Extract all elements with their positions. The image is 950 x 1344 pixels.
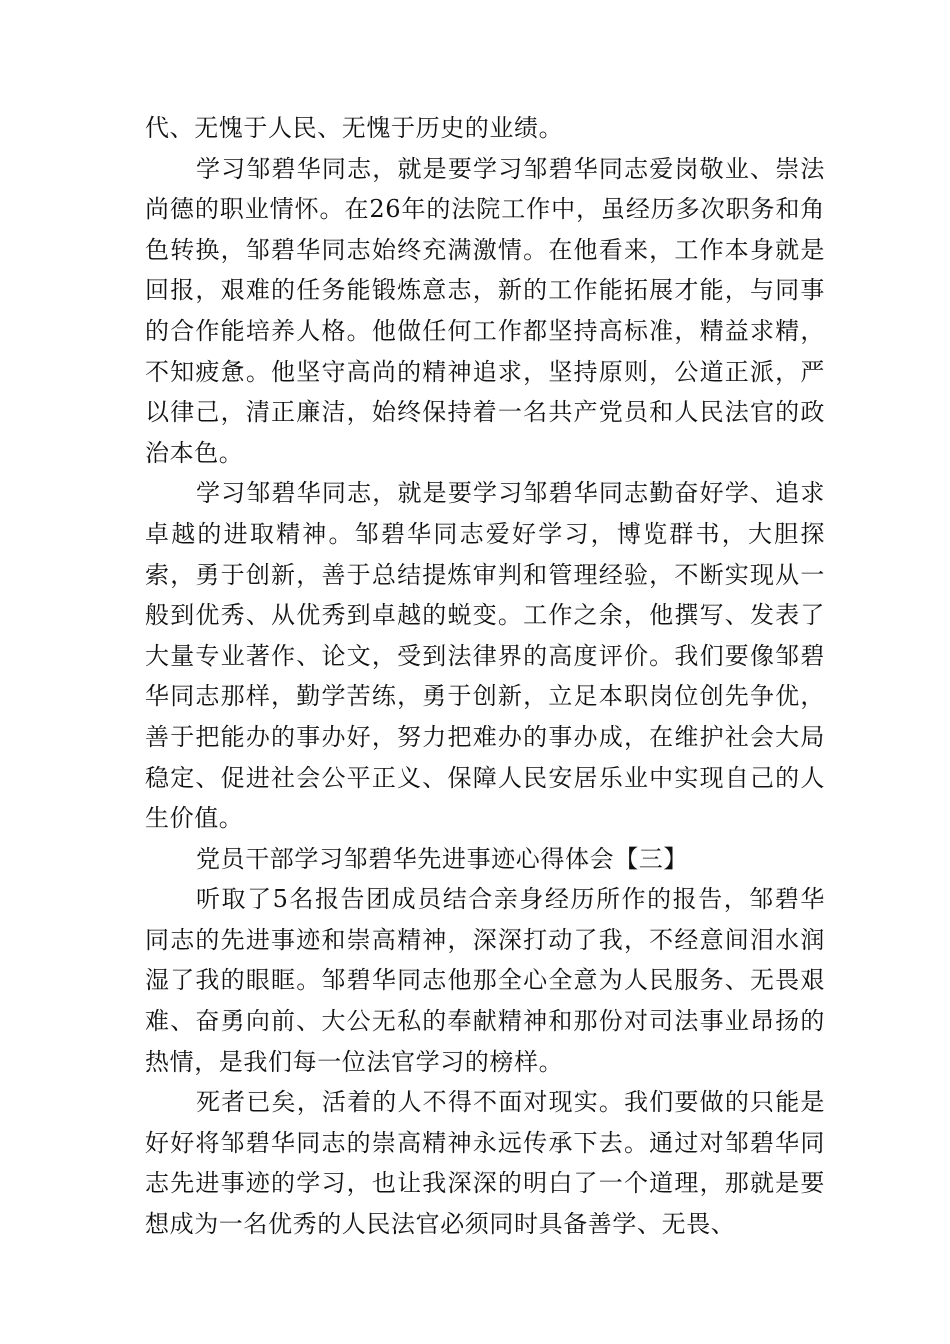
paragraph-diligence: 学习邹碧华同志，就是要学习邹碧华同志勤奋好学、追求卓越的进取精神。邹碧华同志爱好学习，博览群书，大胆探索，勇于创新，善于总结提炼审判和管理经验，不断实现从一般到优秀、从优秀到卓越的蜕变。工作之余，他撰写、发表了大量专业著作、论文，受到法律界的高度评价。我们要像邹碧华同志那样，勤学苦练，勇于创新，立足本职岗位创先争优，善于把能办的事办好，努力把难办的事办成，在维护社会大局稳定、促进社会公平正义、保障人民安居乐业中实现自己的人生价值。 (145, 479, 825, 833)
section-heading: 党员干部学习邹碧华先进事迹心得体会【三】 (196, 844, 688, 873)
paragraph-report: 听取了5名报告团成员结合亲身经历所作的报告，邹碧华同志的先进事迹和崇高精神，深深打动了我，不经意间泪水润湿了我的眼眶。邹碧华同志他那全心全意为人民服务、无畏艰难、奋勇向前、大公无私的奉献精神和那份对司法事业昂扬的热情，是我们每一位法官学习的榜样。 (145, 885, 825, 1076)
paragraph-dedication: 学习邹碧华同志，就是要学习邹碧华同志爱岗敬业、崇法尚德的职业情怀。在26年的法院工作中，虽经历多次职务和角色转换，邹碧华同志始终充满激情。在他看来，工作本身就是回报，艰难的任务能锻炼意志，新的工作能拓展才能，与同事的合作能培养人格。他做任何工作都坚持高标准，精益求精，不知疲惫。他坚守高尚的精神追求，坚持原则，公道正派，严以律己，清正廉洁，始终保持着一名共产党员和人民法官的政治本色。 (145, 154, 825, 467)
paragraph-continuation: 代、无愧于人民、无愧于历史的业绩。 (145, 114, 564, 142)
paragraph-legacy: 死者已矣，活着的人不得不面对现实。我们要做的只能是好好将邹碧华同志的崇高精神永远传承下去。通过对邹碧华同志先进事迹的学习，也让我深深的明白了一个道理，那就是要想成为一名优秀的人民法官必须同时具备善学、无畏、 (145, 1088, 825, 1239)
document-body (145, 108, 825, 1245)
